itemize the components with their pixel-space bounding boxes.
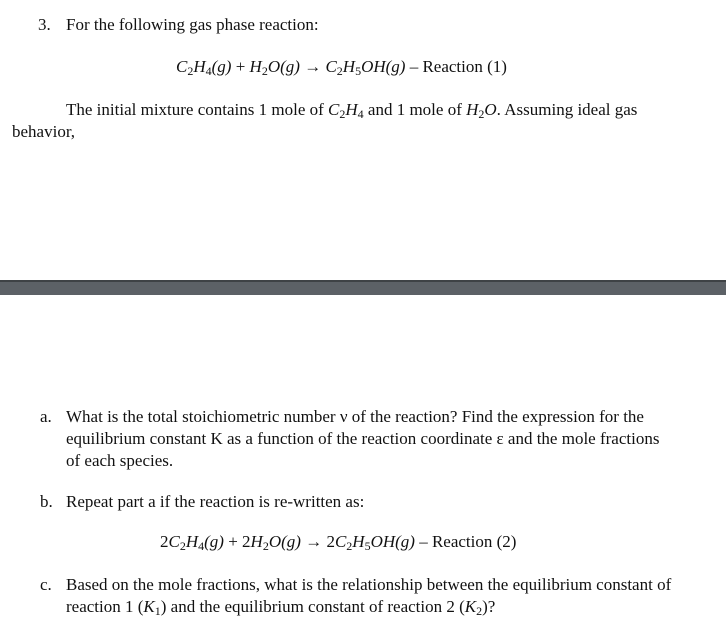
part-a-line-3: of each species. (66, 451, 174, 470)
setup-line-2: behavior, (12, 122, 76, 141)
reaction-2-label: – Reaction (2) (419, 532, 517, 551)
page-divider (0, 280, 726, 295)
reaction-1-equation: $C_2H_4(g) + H_2O(g) \to C_2H_5OH(g)$ – Reaction (1) (176, 57, 507, 78)
part-a-letter: a. (40, 407, 52, 426)
problem-intro: For the following gas phase reaction: (66, 15, 319, 34)
part-b-letter: b. (40, 492, 53, 511)
part-c-letter: c. (40, 575, 52, 594)
part-c-line-2: reaction 1 $(K_1)$ and the equilibrium constant of reaction 2 $(K_2)$? (66, 597, 496, 618)
part-c-line-1: Based on the mole fractions, what is the relationship between the equilibrium constant of (66, 575, 672, 594)
reaction-2-equation: $2C_2H_4(g) + 2H_2O(g) \to 2C_2H_5OH(g)$ – Reaction (2) (160, 532, 517, 553)
problem-number: 3. (38, 15, 51, 34)
reaction-1-label: – Reaction (1) (409, 57, 507, 76)
part-a-line-1: What is the total stoichiometric number ν of the reaction? Find the expression for the (66, 407, 644, 426)
part-a-line-2: equilibrium constant K as a function of the reaction coordinate ε and the mole fractions (66, 429, 660, 448)
setup-line-1: The initial mixture contains 1 mole of $C_2H_4$ and 1 mole of $H_2O$. Assuming ideal gas (66, 100, 638, 121)
part-b-line-1: Repeat part a if the reaction is re-written as: (66, 492, 365, 511)
page-divider-edge (0, 280, 726, 282)
